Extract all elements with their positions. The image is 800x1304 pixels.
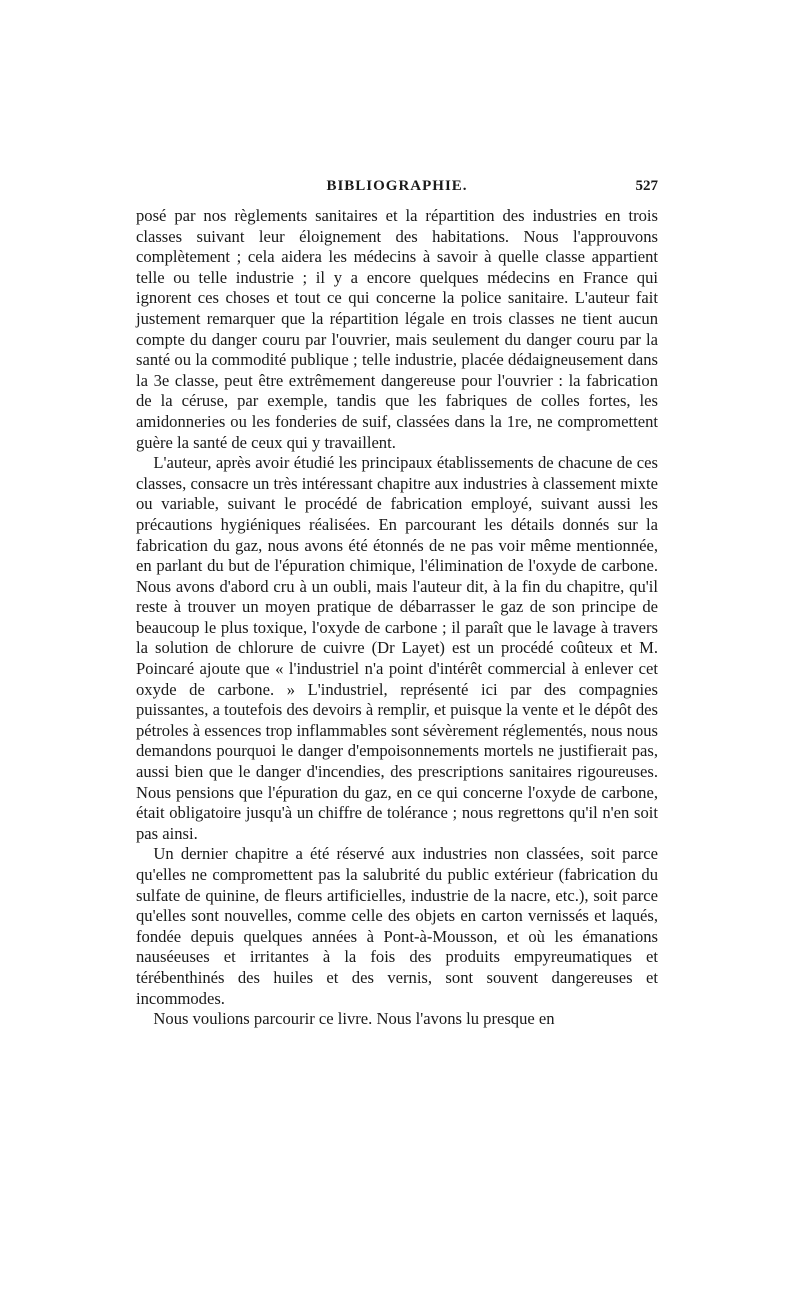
book-page [136,178,658,1030]
body-text [136,206,658,1030]
paragraph-continuation: posé par nos règlements sanitaires et la répartition des industries en trois classes suivant leur éloignement des habitations. Nous l'approuvons complètement ; cela aidera les médecins à savoir à quelle classe appartient telle ou telle industrie ; il y a encore quelques médecins en France qui ignorent ces choses et tout ce qui concerne la police sanitaire. L'auteur fait justement remarquer que la répartition légale en trois classes ne tient aucun compte du danger couru par l'ouvrier, mais seulement du danger couru par la santé ou la commodité publique ; telle industrie, placée dédaigneusement dans la 3e classe, peut être extrêmement dangereuse pour l'ouvrier : la fabrication de la céruse, par exemple, tandis que les fabriques de colles fortes, les amidonneries ou les fonderies de suif, classées dans la 1re, ne compromettent guère la santé de ceux qui y travaillent. [136,206,658,452]
running-title: BIBLIOGRAPHIE. [326,178,468,194]
page-number: 527 [635,178,658,194]
paragraph-gas-purification: L'auteur, après avoir étudié les principaux établissements de chacune de ces classes, consacre un très intéressant chapitre aux industries à classement mixte ou variable, suivant le procédé de fabrication employé, suivant aussi les précautions hygiéniques réalisées. En parcourant les détails donnés sur la fabrication du gaz, nous avons été étonnés de ne pas voir même mentionnée, en parlant du but de l'épuration chimique, l'élimination de l'oxyde de carbone. Nous avons d'abord cru à un oubli, mais l'auteur dit, à la fin du chapitre, qu'il reste à trouver un moyen pratique de débarrasser le gaz de son principe de beaucoup le plus toxique, l'oxyde de carbone ; il paraît que le lavage à travers la solution de chlorure de cuivre (Dr Layet) est un procédé coûteux et M. Poincaré ajoute que « l'industriel n'a point d'intérêt commercial à enlever cet oxyde de carbone. » L'industriel, représenté ici par des compagnies puissantes, a toutefois des devoirs à remplir, et puisque la vente et le dépôt des pétroles à essences trop inflammables sont sévèrement réglementés, nous nous demandons pourquoi le danger d'empoisonnements mortels ne justifierait pas, aussi bien que le danger d'incendies, des prescriptions sanitaires rigoureuses. Nous pensions que l'épuration du gaz, en ce qui concerne l'oxyde de carbone, était obligatoire jusqu'à un chiffre de tolérance ; nous regrettons qu'il n'en soit pas ainsi. [136,453,658,843]
paragraph-closing: Nous voulions parcourir ce livre. Nous l'avons lu presque en [153,1009,555,1029]
paragraph-unclassified-industries: Un dernier chapitre a été réservé aux industries non classées, soit parce qu'elles ne compromettent pas la salubrité du public extérieur (fabrication du sulfate de quinine, de fleurs artificielles, industrie de la nacre, etc.), soit parce qu'elles sont nouvelles, comme celle des objets en carton vernissés et laqués, fondée depuis quelques années à Pont-à-Mousson, et où les émanations nauséeuses et irritantes à la fois des produits empyreumatiques et térébenthinés des huiles et des vernis, sont souvent dangereuses et incommodes. [136,844,658,1008]
running-head [136,178,658,200]
